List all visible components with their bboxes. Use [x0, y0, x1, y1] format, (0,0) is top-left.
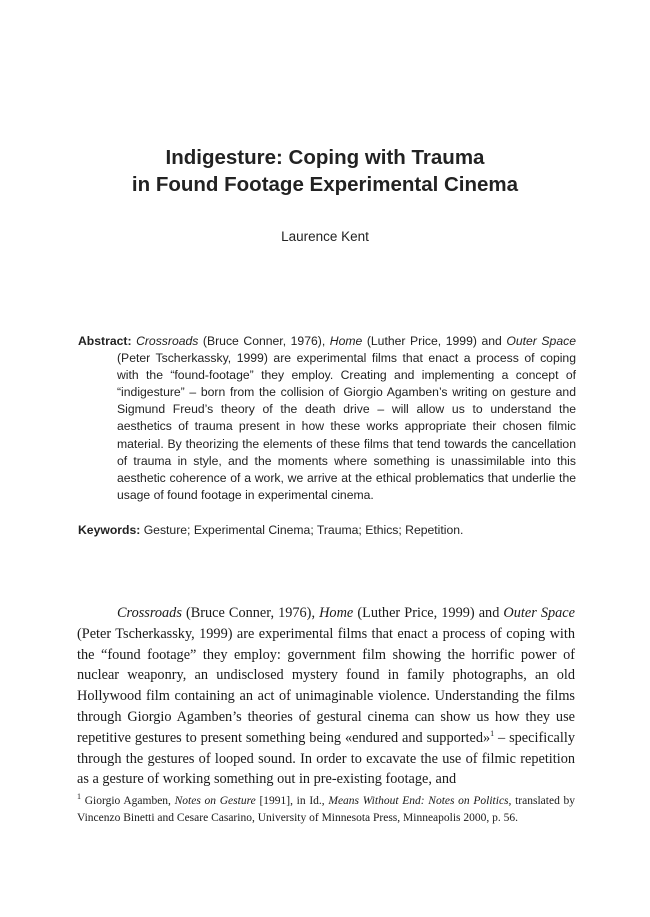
- footnote-work-1: Notes on Gesture: [174, 795, 256, 807]
- body-film-outer-space: Outer Space: [503, 605, 575, 621]
- body-film-home: Home: [319, 605, 354, 621]
- keywords-label: Keywords:: [78, 523, 141, 537]
- title-line-1: Indigesture: Coping with Trauma: [165, 146, 485, 169]
- body-paragraph: [77, 603, 575, 790]
- body-film-crossroads: Crossroads: [117, 605, 182, 621]
- body-text: [77, 603, 575, 790]
- footnote-number: 1: [77, 792, 81, 802]
- body-film2-info: (Luther Price, 1999) and: [353, 605, 504, 621]
- keywords-text: Gesture; Experimental Cinema; Trauma; Ethics; Repetition.: [140, 523, 464, 537]
- footnote-reference[interactable]: 1: [490, 729, 495, 739]
- abstract-section: [78, 333, 576, 504]
- body-text-a: (Peter Tscherkassky, 1999) are experimental films that enact a process of coping with the “found footage” they employ: government film showing the horrific power of nuclear weaponry, an undisclosed mystery found in family photographs, an old Hollywood film containing an act of unimaginable violence. Understanding the films through Giorgio Agamben’s theories of gestural cinema can show us how they use repetitive gestures to present something being «endured and supported»: [77, 625, 575, 746]
- footnote: [77, 793, 575, 826]
- abstract-label: Abstract:: [78, 334, 132, 348]
- footnote-work-2: Means Without End: Notes on Politics,: [328, 795, 512, 807]
- footnote-rest: translated by Vincenzo Binetti and Cesare Casarino, University of Minnesota Press, Minneapolis 2000, p. 56.: [77, 795, 576, 824]
- footnote-paragraph: [77, 793, 575, 826]
- body-film1-info: (Bruce Conner, 1976),: [181, 605, 320, 621]
- abstract-film-crossroads: Crossroads: [136, 334, 199, 348]
- body-text-b: – specifically through the gestures of looped sound. In order to excavate the use of filmic repetition as a gesture of working something out in pre-existing footage, and: [77, 729, 575, 788]
- title-line-2: in Found Footage Experimental Cinema: [131, 173, 519, 196]
- author-name: Laurence Kent: [281, 229, 369, 244]
- paper-title: [0, 144, 650, 198]
- abstract-film1-info: (Bruce Conner, 1976),: [198, 334, 330, 348]
- abstract-film-outer-space: Outer Space: [506, 334, 576, 348]
- footnote-author: Giorgio Agamben,: [81, 795, 175, 807]
- keywords-section: [78, 522, 576, 539]
- footnote-mid: [1991], in Id.,: [255, 795, 329, 807]
- abstract-paragraph: [78, 333, 576, 504]
- abstract-text: (Peter Tscherkassky, 1999) are experimental films that enact a process of coping with the “found-footage” they employ. Creating and implementing a concept of “indigesture” – born from the collision of Giorgio Agamben’s writing on gesture and Sigmund Freud’s theory of the death drive – will allow us to understand the aesthetics of trauma present in how these works appropriate their chosen filmic material. By theorizing the elements of these films that tend towards the cancellation of trauma in style, and the moments where something is unassimilable into this aesthetic coherence of a work, we arrive at the ethical problematics that underlie the usage of found footage in experimental cinema.: [117, 351, 576, 502]
- abstract-film-home: Home: [329, 334, 363, 348]
- abstract-film2-info: (Luther Price, 1999) and: [362, 334, 507, 348]
